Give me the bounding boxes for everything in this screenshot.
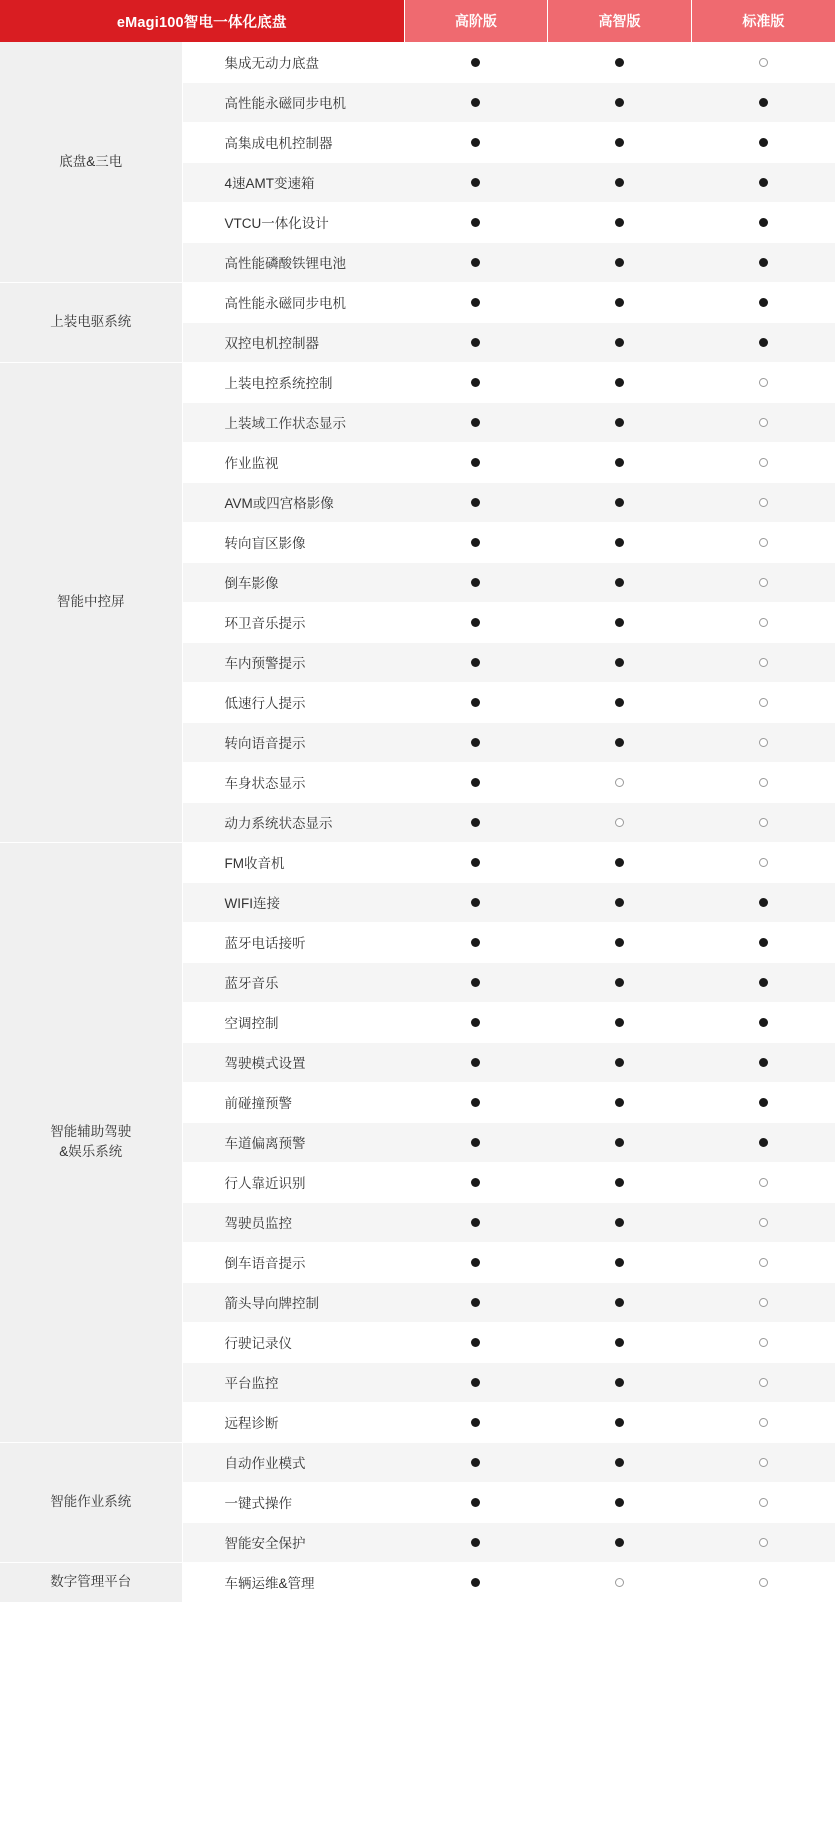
standard-dot-cell xyxy=(691,242,835,282)
filled-dot-icon xyxy=(759,1018,768,1027)
feature-label: 4速AMT变速箱 xyxy=(182,162,404,202)
filled-dot-icon xyxy=(471,298,480,307)
filled-dot-icon xyxy=(615,1298,624,1307)
filled-dot-icon xyxy=(759,938,768,947)
filled-dot-icon xyxy=(615,938,624,947)
standard-dot-cell xyxy=(548,642,692,682)
standard-dot-cell xyxy=(404,1322,548,1362)
standard-dot-cell xyxy=(404,1402,548,1442)
standard-dot-cell xyxy=(548,842,692,882)
standard-dot-cell xyxy=(404,522,548,562)
open-dot-icon xyxy=(759,818,768,827)
optional-dot-cell xyxy=(691,442,835,482)
filled-dot-icon xyxy=(615,258,624,267)
standard-dot-cell xyxy=(548,1082,692,1122)
open-dot-icon xyxy=(759,1418,768,1427)
feature-label: 集成无动力底盘 xyxy=(182,42,404,82)
standard-dot-cell xyxy=(548,1162,692,1202)
filled-dot-icon xyxy=(759,338,768,347)
standard-dot-cell xyxy=(548,42,692,82)
standard-dot-cell xyxy=(548,402,692,442)
filled-dot-icon xyxy=(471,1298,480,1307)
standard-dot-cell xyxy=(548,202,692,242)
filled-dot-icon xyxy=(615,738,624,747)
optional-dot-cell xyxy=(691,562,835,602)
filled-dot-icon xyxy=(759,258,768,267)
standard-dot-cell xyxy=(404,1002,548,1042)
filled-dot-icon xyxy=(615,58,624,67)
standard-dot-cell xyxy=(404,162,548,202)
optional-dot-cell xyxy=(691,1282,835,1322)
standard-dot-cell xyxy=(404,1242,548,1282)
filled-dot-icon xyxy=(471,1018,480,1027)
feature-label: 上装电控系统控制 xyxy=(182,362,404,402)
optional-dot-cell xyxy=(691,802,835,842)
standard-dot-cell xyxy=(691,1122,835,1162)
optional-dot-cell xyxy=(691,682,835,722)
open-dot-icon xyxy=(759,1338,768,1347)
trim-column-header-1: 高阶版 xyxy=(404,0,548,42)
filled-dot-icon xyxy=(471,98,480,107)
optional-dot-cell xyxy=(691,762,835,802)
feature-label: 转向语音提示 xyxy=(182,722,404,762)
standard-dot-cell xyxy=(404,722,548,762)
filled-dot-icon xyxy=(471,578,480,587)
optional-dot-cell xyxy=(691,42,835,82)
filled-dot-icon xyxy=(615,1538,624,1547)
filled-dot-icon xyxy=(471,858,480,867)
feature-label: AVM或四宫格影像 xyxy=(182,482,404,522)
open-dot-icon xyxy=(759,698,768,707)
standard-dot-cell xyxy=(404,1282,548,1322)
filled-dot-icon xyxy=(759,1098,768,1107)
feature-label: 驾驶模式设置 xyxy=(182,1042,404,1082)
standard-dot-cell xyxy=(548,122,692,162)
open-dot-icon xyxy=(759,538,768,547)
filled-dot-icon xyxy=(471,898,480,907)
open-dot-icon xyxy=(759,458,768,467)
standard-dot-cell xyxy=(548,1122,692,1162)
open-dot-icon xyxy=(759,1458,768,1467)
standard-dot-cell xyxy=(548,1042,692,1082)
filled-dot-icon xyxy=(615,1098,624,1107)
filled-dot-icon xyxy=(471,978,480,987)
group-label: 智能作业系统 xyxy=(0,1442,182,1562)
feature-label: 转向盲区影像 xyxy=(182,522,404,562)
standard-dot-cell xyxy=(404,1522,548,1562)
feature-label: VTCU一体化设计 xyxy=(182,202,404,242)
standard-dot-cell xyxy=(548,602,692,642)
feature-label: 蓝牙音乐 xyxy=(182,962,404,1002)
filled-dot-icon xyxy=(471,378,480,387)
standard-dot-cell xyxy=(548,1482,692,1522)
standard-dot-cell xyxy=(548,522,692,562)
feature-label: FM收音机 xyxy=(182,842,404,882)
filled-dot-icon xyxy=(471,1498,480,1507)
filled-dot-icon xyxy=(471,1418,480,1427)
standard-dot-cell xyxy=(404,42,548,82)
filled-dot-icon xyxy=(615,1258,624,1267)
open-dot-icon xyxy=(615,818,624,827)
filled-dot-icon xyxy=(471,258,480,267)
filled-dot-icon xyxy=(615,1338,624,1347)
filled-dot-icon xyxy=(759,218,768,227)
filled-dot-icon xyxy=(759,138,768,147)
open-dot-icon xyxy=(759,778,768,787)
open-dot-icon xyxy=(759,58,768,67)
table-row xyxy=(0,282,835,322)
filled-dot-icon xyxy=(471,1258,480,1267)
filled-dot-icon xyxy=(471,938,480,947)
standard-dot-cell xyxy=(404,122,548,162)
feature-label: 高性能磷酸铁锂电池 xyxy=(182,242,404,282)
open-dot-icon xyxy=(759,658,768,667)
product-title: eMagi100智电一体化底盘 xyxy=(0,0,404,42)
filled-dot-icon xyxy=(615,858,624,867)
table-row xyxy=(0,362,835,402)
filled-dot-icon xyxy=(759,898,768,907)
feature-label: 自动作业模式 xyxy=(182,1442,404,1482)
standard-dot-cell xyxy=(404,322,548,362)
standard-dot-cell xyxy=(548,1402,692,1442)
feature-label: 上装域工作状态显示 xyxy=(182,402,404,442)
standard-dot-cell xyxy=(404,882,548,922)
filled-dot-icon xyxy=(615,1058,624,1067)
standard-dot-cell xyxy=(404,682,548,722)
filled-dot-icon xyxy=(615,138,624,147)
standard-dot-cell xyxy=(691,1002,835,1042)
standard-dot-cell xyxy=(548,1522,692,1562)
standard-dot-cell xyxy=(404,362,548,402)
group-label: 智能辅助驾驶 &娱乐系统 xyxy=(0,842,182,1442)
open-dot-icon xyxy=(759,1218,768,1227)
feature-label: 车道偏离预警 xyxy=(182,1122,404,1162)
standard-dot-cell xyxy=(548,1202,692,1242)
trim-column-header-2: 高智版 xyxy=(548,0,692,42)
optional-dot-cell xyxy=(691,602,835,642)
filled-dot-icon xyxy=(615,1498,624,1507)
standard-dot-cell xyxy=(404,762,548,802)
feature-label: 智能安全保护 xyxy=(182,1522,404,1562)
optional-dot-cell xyxy=(691,1482,835,1522)
standard-dot-cell xyxy=(404,242,548,282)
optional-dot-cell xyxy=(548,762,692,802)
filled-dot-icon xyxy=(471,1218,480,1227)
filled-dot-icon xyxy=(615,1418,624,1427)
standard-dot-cell xyxy=(691,322,835,362)
filled-dot-icon xyxy=(471,1458,480,1467)
standard-dot-cell xyxy=(404,1122,548,1162)
standard-dot-cell xyxy=(691,962,835,1002)
standard-dot-cell xyxy=(691,202,835,242)
open-dot-icon xyxy=(759,1178,768,1187)
standard-dot-cell xyxy=(548,1322,692,1362)
optional-dot-cell xyxy=(691,722,835,762)
standard-dot-cell xyxy=(691,1082,835,1122)
filled-dot-icon xyxy=(615,1458,624,1467)
filled-dot-icon xyxy=(615,898,624,907)
optional-dot-cell xyxy=(691,362,835,402)
filled-dot-icon xyxy=(471,498,480,507)
optional-dot-cell xyxy=(691,1442,835,1482)
standard-dot-cell xyxy=(691,1042,835,1082)
filled-dot-icon xyxy=(471,1058,480,1067)
standard-dot-cell xyxy=(404,1482,548,1522)
feature-label: 作业监视 xyxy=(182,442,404,482)
open-dot-icon xyxy=(759,378,768,387)
open-dot-icon xyxy=(759,1378,768,1387)
feature-label: 行驶记录仪 xyxy=(182,1322,404,1362)
standard-dot-cell xyxy=(691,282,835,322)
standard-dot-cell xyxy=(404,562,548,602)
group-label: 上装电驱系统 xyxy=(0,282,182,362)
filled-dot-icon xyxy=(759,1138,768,1147)
group-label: 数字管理平台 xyxy=(0,1562,182,1602)
filled-dot-icon xyxy=(615,698,624,707)
filled-dot-icon xyxy=(471,818,480,827)
filled-dot-icon xyxy=(615,98,624,107)
filled-dot-icon xyxy=(471,618,480,627)
standard-dot-cell xyxy=(548,722,692,762)
filled-dot-icon xyxy=(471,658,480,667)
standard-dot-cell xyxy=(404,402,548,442)
standard-dot-cell xyxy=(548,1362,692,1402)
feature-label: 行人靠近识别 xyxy=(182,1162,404,1202)
filled-dot-icon xyxy=(615,978,624,987)
standard-dot-cell xyxy=(404,202,548,242)
filled-dot-icon xyxy=(759,298,768,307)
standard-dot-cell xyxy=(404,1042,548,1082)
standard-dot-cell xyxy=(548,562,692,602)
filled-dot-icon xyxy=(759,978,768,987)
open-dot-icon xyxy=(759,738,768,747)
filled-dot-icon xyxy=(471,218,480,227)
open-dot-icon xyxy=(759,1258,768,1267)
filled-dot-icon xyxy=(471,458,480,467)
standard-dot-cell xyxy=(404,482,548,522)
table-row xyxy=(0,42,835,82)
filled-dot-icon xyxy=(471,538,480,547)
standard-dot-cell xyxy=(548,962,692,1002)
filled-dot-icon xyxy=(471,138,480,147)
standard-dot-cell xyxy=(548,1282,692,1322)
standard-dot-cell xyxy=(404,1442,548,1482)
header-row xyxy=(0,0,835,42)
filled-dot-icon xyxy=(471,1178,480,1187)
filled-dot-icon xyxy=(615,578,624,587)
standard-dot-cell xyxy=(548,682,692,722)
standard-dot-cell xyxy=(691,122,835,162)
optional-dot-cell xyxy=(691,522,835,562)
open-dot-icon xyxy=(615,1578,624,1587)
filled-dot-icon xyxy=(615,1018,624,1027)
standard-dot-cell xyxy=(691,882,835,922)
optional-dot-cell xyxy=(691,642,835,682)
optional-dot-cell xyxy=(691,1562,835,1602)
optional-dot-cell xyxy=(691,1242,835,1282)
filled-dot-icon xyxy=(615,178,624,187)
feature-label: 动力系统状态显示 xyxy=(182,802,404,842)
filled-dot-icon xyxy=(471,1338,480,1347)
standard-dot-cell xyxy=(404,962,548,1002)
feature-label: 箭头导向牌控制 xyxy=(182,1282,404,1322)
optional-dot-cell xyxy=(691,1322,835,1362)
filled-dot-icon xyxy=(615,1178,624,1187)
filled-dot-icon xyxy=(615,618,624,627)
standard-dot-cell xyxy=(691,922,835,962)
standard-dot-cell xyxy=(404,602,548,642)
standard-dot-cell xyxy=(548,482,692,522)
optional-dot-cell xyxy=(691,1402,835,1442)
filled-dot-icon xyxy=(615,458,624,467)
feature-label: 蓝牙电话接听 xyxy=(182,922,404,962)
standard-dot-cell xyxy=(548,362,692,402)
filled-dot-icon xyxy=(471,738,480,747)
filled-dot-icon xyxy=(615,218,624,227)
feature-label: WIFI连接 xyxy=(182,882,404,922)
standard-dot-cell xyxy=(548,82,692,122)
feature-label: 高集成电机控制器 xyxy=(182,122,404,162)
open-dot-icon xyxy=(759,618,768,627)
filled-dot-icon xyxy=(615,658,624,667)
optional-dot-cell xyxy=(691,402,835,442)
group-label: 底盘&三电 xyxy=(0,42,182,282)
standard-dot-cell xyxy=(548,162,692,202)
filled-dot-icon xyxy=(471,698,480,707)
trim-column-header-3: 标准版 xyxy=(691,0,835,42)
filled-dot-icon xyxy=(471,1578,480,1587)
standard-dot-cell xyxy=(404,1082,548,1122)
standard-dot-cell xyxy=(548,442,692,482)
standard-dot-cell xyxy=(404,1162,548,1202)
feature-label: 远程诊断 xyxy=(182,1402,404,1442)
table-body xyxy=(0,42,835,1602)
standard-dot-cell xyxy=(404,1362,548,1402)
filled-dot-icon xyxy=(471,58,480,67)
standard-dot-cell xyxy=(404,442,548,482)
filled-dot-icon xyxy=(615,378,624,387)
filled-dot-icon xyxy=(615,418,624,427)
optional-dot-cell xyxy=(691,842,835,882)
feature-label: 车身状态显示 xyxy=(182,762,404,802)
feature-label: 双控电机控制器 xyxy=(182,322,404,362)
standard-dot-cell xyxy=(548,1002,692,1042)
open-dot-icon xyxy=(759,1578,768,1587)
standard-dot-cell xyxy=(548,1242,692,1282)
open-dot-icon xyxy=(615,778,624,787)
filled-dot-icon xyxy=(471,1538,480,1547)
filled-dot-icon xyxy=(615,1378,624,1387)
table-header xyxy=(0,0,835,42)
open-dot-icon xyxy=(759,418,768,427)
filled-dot-icon xyxy=(471,178,480,187)
optional-dot-cell xyxy=(548,1562,692,1602)
standard-dot-cell xyxy=(404,922,548,962)
standard-dot-cell xyxy=(404,1562,548,1602)
optional-dot-cell xyxy=(691,1522,835,1562)
standard-dot-cell xyxy=(548,322,692,362)
filled-dot-icon xyxy=(615,1218,624,1227)
filled-dot-icon xyxy=(615,338,624,347)
filled-dot-icon xyxy=(615,538,624,547)
standard-dot-cell xyxy=(404,642,548,682)
feature-label: 车内预警提示 xyxy=(182,642,404,682)
feature-label: 高性能永磁同步电机 xyxy=(182,282,404,322)
open-dot-icon xyxy=(759,1298,768,1307)
filled-dot-icon xyxy=(471,778,480,787)
table-row xyxy=(0,1562,835,1602)
filled-dot-icon xyxy=(759,1058,768,1067)
open-dot-icon xyxy=(759,858,768,867)
optional-dot-cell xyxy=(691,482,835,522)
standard-dot-cell xyxy=(691,82,835,122)
filled-dot-icon xyxy=(615,498,624,507)
open-dot-icon xyxy=(759,498,768,507)
filled-dot-icon xyxy=(471,418,480,427)
standard-dot-cell xyxy=(404,282,548,322)
standard-dot-cell xyxy=(404,802,548,842)
standard-dot-cell xyxy=(404,842,548,882)
optional-dot-cell xyxy=(691,1362,835,1402)
filled-dot-icon xyxy=(471,338,480,347)
optional-dot-cell xyxy=(691,1162,835,1202)
filled-dot-icon xyxy=(471,1138,480,1147)
standard-dot-cell xyxy=(548,1442,692,1482)
standard-dot-cell xyxy=(548,882,692,922)
open-dot-icon xyxy=(759,1538,768,1547)
feature-label: 前碰撞预警 xyxy=(182,1082,404,1122)
feature-label: 平台监控 xyxy=(182,1362,404,1402)
feature-label: 高性能永磁同步电机 xyxy=(182,82,404,122)
standard-dot-cell xyxy=(548,922,692,962)
standard-dot-cell xyxy=(548,282,692,322)
filled-dot-icon xyxy=(471,1098,480,1107)
filled-dot-icon xyxy=(759,98,768,107)
filled-dot-icon xyxy=(615,298,624,307)
open-dot-icon xyxy=(759,1498,768,1507)
feature-label: 低速行人提示 xyxy=(182,682,404,722)
feature-label: 一键式操作 xyxy=(182,1482,404,1522)
feature-label: 倒车语音提示 xyxy=(182,1242,404,1282)
table-row xyxy=(0,842,835,882)
filled-dot-icon xyxy=(759,178,768,187)
filled-dot-icon xyxy=(471,1378,480,1387)
feature-label: 空调控制 xyxy=(182,1002,404,1042)
feature-label: 车辆运维&管理 xyxy=(182,1562,404,1602)
optional-dot-cell xyxy=(548,802,692,842)
filled-dot-icon xyxy=(615,1138,624,1147)
feature-label: 倒车影像 xyxy=(182,562,404,602)
standard-dot-cell xyxy=(404,1202,548,1242)
standard-dot-cell xyxy=(404,82,548,122)
optional-dot-cell xyxy=(691,1202,835,1242)
standard-dot-cell xyxy=(691,162,835,202)
standard-dot-cell xyxy=(548,242,692,282)
group-label: 智能中控屏 xyxy=(0,362,182,842)
feature-label: 驾驶员监控 xyxy=(182,1202,404,1242)
open-dot-icon xyxy=(759,578,768,587)
feature-label: 环卫音乐提示 xyxy=(182,602,404,642)
table-row xyxy=(0,1442,835,1482)
